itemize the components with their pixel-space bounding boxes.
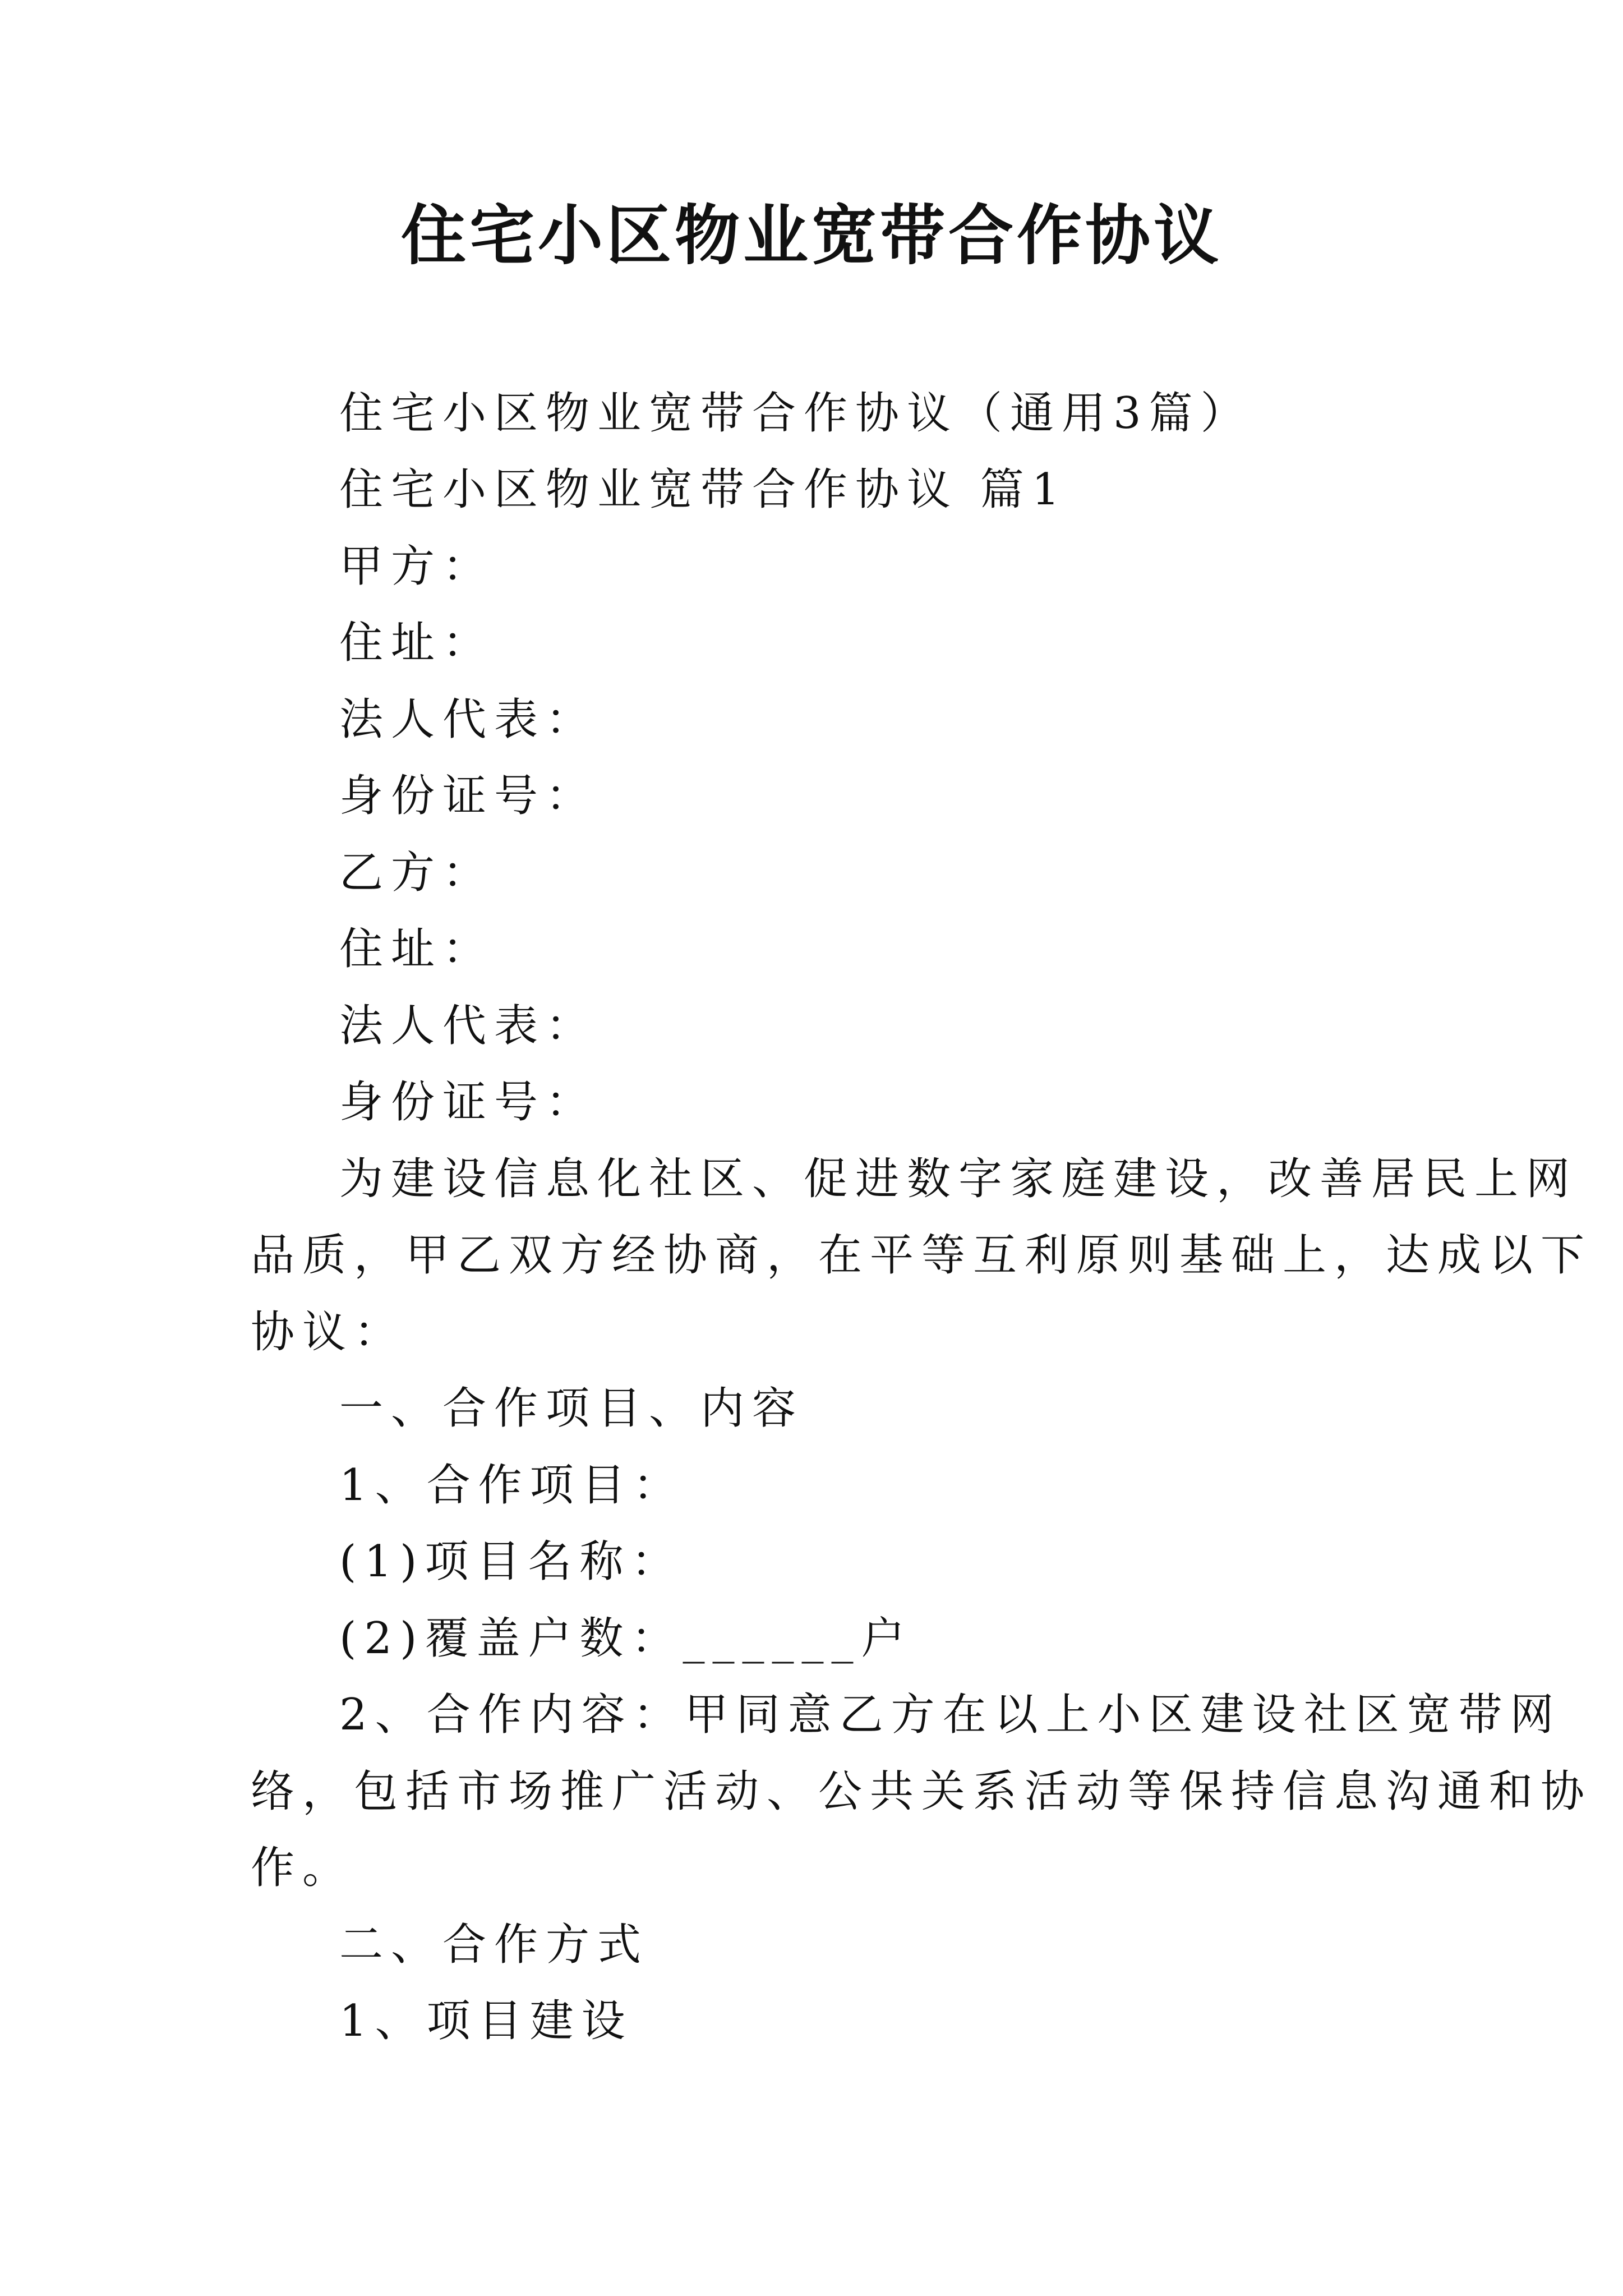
clause-2-heading: 二、合作方式 bbox=[339, 1920, 649, 1970]
clause-1-2-line-1: 2、合作内容：甲同意乙方在以上小区建设社区宽带网 bbox=[339, 1690, 1562, 1740]
clause-2-1: 1、项目建设 bbox=[339, 1996, 633, 2046]
party-b-address-label: 住址： bbox=[339, 924, 495, 974]
clause-1-1-1: (1)项目名称： bbox=[339, 1536, 683, 1587]
party-a-address-label: 住址： bbox=[339, 618, 495, 668]
clause-1-2-line-2: 络，包括市场推广活动、公共关系活动等保持信息沟通和协 bbox=[251, 1766, 1593, 1817]
clause-1-2-line-3: 作。 bbox=[251, 1843, 354, 1893]
party-b-legal-rep-label: 法人代表： bbox=[339, 1001, 598, 1051]
party-b-label: 乙方： bbox=[339, 848, 495, 898]
clause-1-1: 1、合作项目： bbox=[339, 1460, 685, 1511]
preamble-line-3: 协议： bbox=[251, 1307, 406, 1358]
preamble-line-1: 为建设信息化社区、促进数字家庭建设，改善居民上网 bbox=[339, 1154, 1578, 1204]
party-a-legal-rep-label: 法人代表： bbox=[339, 694, 598, 745]
party-b-id-label: 身份证号： bbox=[339, 1077, 598, 1128]
clause-1-heading: 一、合作项目、内容 bbox=[339, 1383, 804, 1434]
subtitle-line: 住宅小区物业宽带合作协议（通用3篇） bbox=[339, 388, 1252, 439]
preamble-line-2: 品质，甲乙双方经协商，在平等互利原则基础上，达成以下 bbox=[251, 1230, 1593, 1281]
document-title: 住宅小区物业宽带合作协议 bbox=[401, 197, 1222, 274]
section-heading-line: 住宅小区物业宽带合作协议 篇1 bbox=[339, 464, 1068, 515]
party-a-label: 甲方： bbox=[339, 541, 495, 592]
clause-1-1-2: (2)覆盖户数：______户 bbox=[339, 1613, 913, 1664]
party-a-id-label: 身份证号： bbox=[339, 771, 598, 821]
